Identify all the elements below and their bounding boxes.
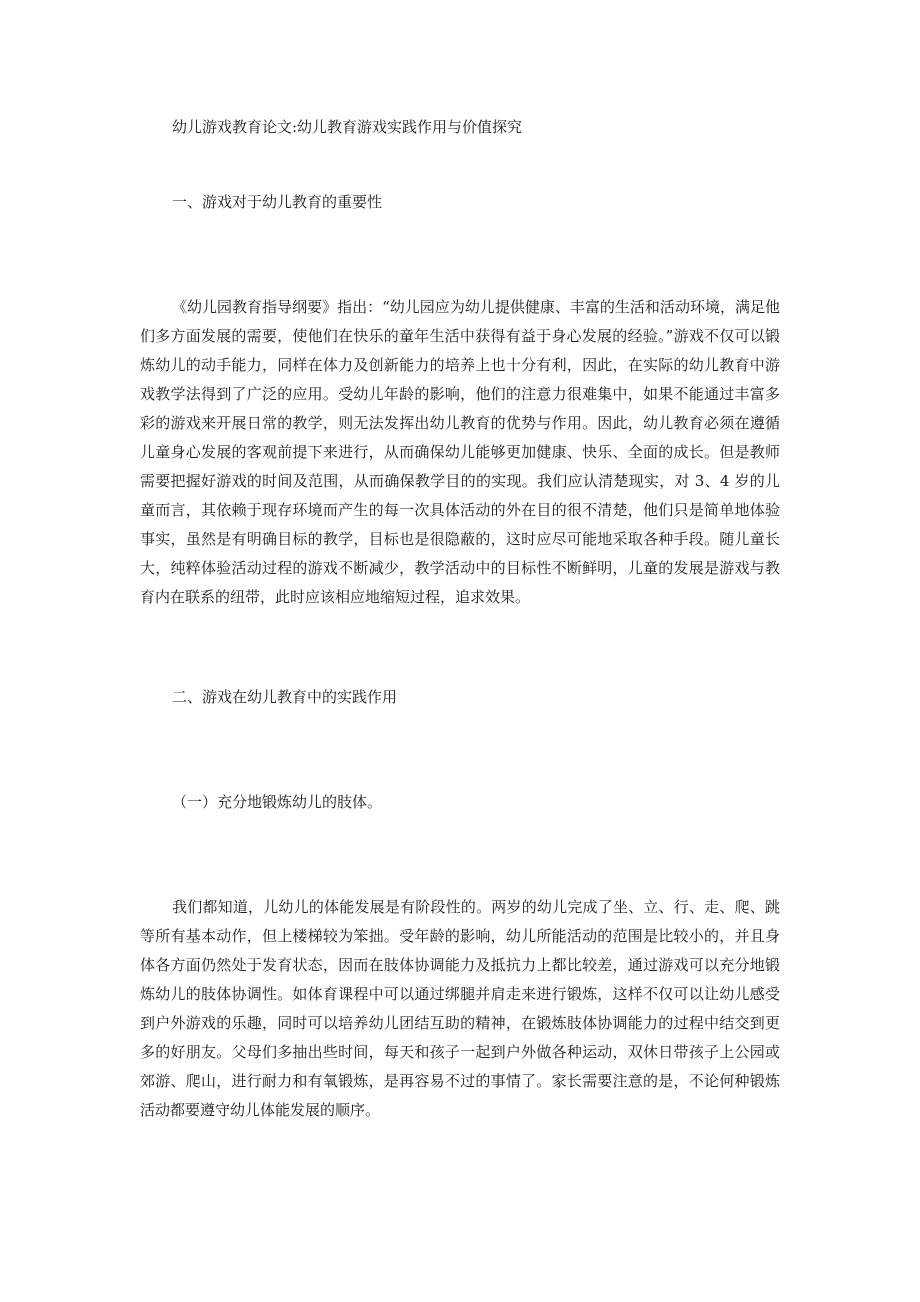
- document-title: 幼儿游戏教育论文:幼儿教育游戏实践作用与价值探究: [172, 118, 523, 136]
- section-2-subheading: （一）充分地锻炼幼儿的肢体。: [172, 793, 383, 811]
- section-2-heading: 二、游戏在幼儿教育中的实践作用: [172, 688, 398, 706]
- section-1-paragraph: 《幼儿园教育指导纲要》指出：“幼儿园应为幼儿提供健康、丰富的生活和活动环境，满足他们多方面发展的需要，使他们在快乐的童年生活中获得有益于身心发展的经验。”游戏不仅可以锻炼幼儿的动手能力，同样在体力及创新能力的培养上也十分有利，因此，在实际的幼儿教育中游戏教学法得到了广泛的应用。受幼儿年龄的影响，他们的注意力很难集中，如果不能通过丰富多彩的游戏来开展日常的教学，则无法发挥出幼儿教育的优势与作用。因此，幼儿教育必须在遵循儿童身心发展的客观前提下来进行，从而确保幼儿能够更加健康、快乐、全面的成长。但是教师需要把握好游戏的时间及范围，从而确保教学目的的实现。我们应认清楚现实，对 3、4 岁的儿童而言，其依赖于现存环境而产生的每一次具体活动的外在目的很不清楚，他们只是简单地体验事实，虽然是有明确目标的教学，目标也是很隐蔽的，这时应尽可能地采取各种手段。随儿童长大，纯粹体验活动过程的游戏不断减少，教学活动中的目标性不断鲜明，儿童的发展是游戏与教育内在联系的纽带，此时应该相应地缩短过程，追求效果。: [140, 298, 780, 606]
- section-1-heading: 一、游戏对于幼儿教育的重要性: [172, 193, 383, 211]
- section-2-paragraph: 我们都知道，儿幼儿的体能发展是有阶段性的。两岁的幼儿完成了坐、立、行、走、爬、跳等所有基本动作，但上楼梯较为笨拙。受年龄的影响，幼儿所能活动的范围是比较小的，并且身体各方面仍然处于发育状态，因而在肢体协调能力及抵抗力上都比较差，通过游戏可以充分地锻炼幼儿的肢体协调性。如体育课程中可以通过绑腿并肩走来进行锻炼，这样不仅可以让幼儿感受到户外游戏的乐趣，同时可以培养幼儿团结互助的精神，在锻炼肢体协调能力的过程中结交到更多的好朋友。父母们多抽出些时间，每天和孩子一起到户外做各种运动，双休日带孩子上公园或郊游、爬山，进行耐力和有氧锻炼，是再容易不过的事情了。家长需要注意的是，不论何种锻炼活动都要遵守幼儿体能发展的顺序。: [140, 898, 780, 1119]
